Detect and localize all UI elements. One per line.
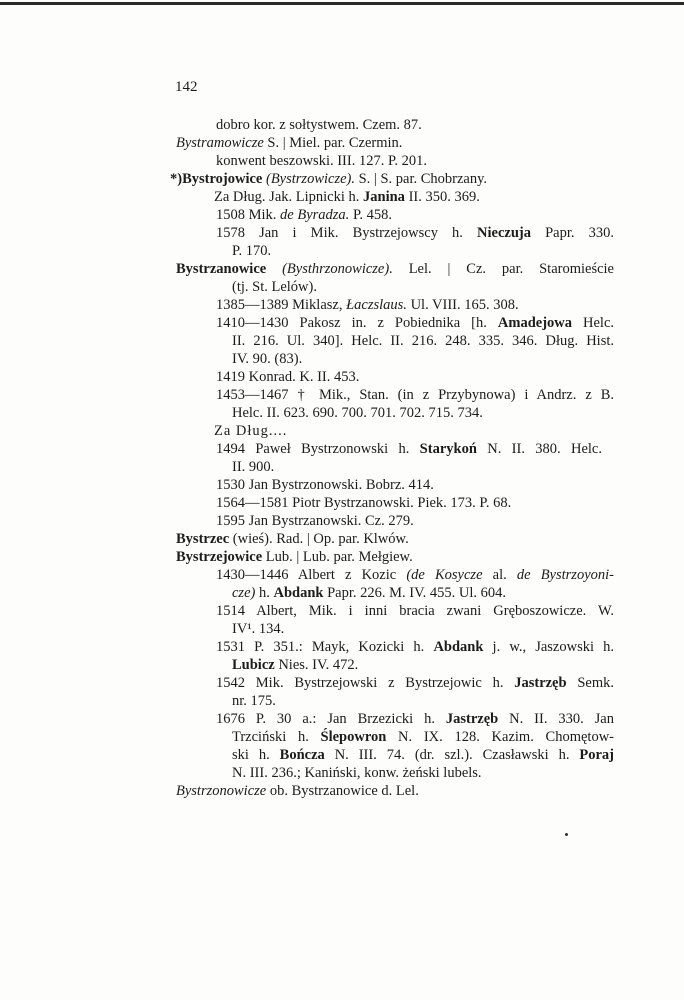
text-line <box>216 206 392 224</box>
bold-term: Amadejowa <box>497 315 572 331</box>
bold-term: Jastrzęb <box>514 675 567 691</box>
text-run: Jak. Lipnicki h. <box>265 189 364 205</box>
italic-term: cze) <box>232 585 256 601</box>
text-run: 1514 Albert, Mik. i inni bracia zwani Gręboszowicze. W. <box>216 603 614 619</box>
text-run: Nies. IV. 472. <box>274 657 359 673</box>
text-run <box>266 261 282 277</box>
text-line <box>232 764 482 782</box>
text-run: N. III. 74. (dr. szl.). Czasławski h. <box>324 747 580 763</box>
text-run: N. IX. 128. Kazim. Chomętow- <box>386 729 614 745</box>
text-run: S. | Miel. par. Czermin. <box>263 135 403 151</box>
text-run: Helc. <box>572 315 614 331</box>
text-run: Semk. <box>566 675 614 691</box>
text-line <box>232 332 614 350</box>
bold-term: *)Bystrojowice <box>170 171 263 187</box>
italic-term: de Byradza. <box>280 207 350 223</box>
bold-term: Janina <box>363 189 405 205</box>
text-line <box>232 278 317 296</box>
text-run: Ul. VIII. 165. 308. <box>406 297 519 313</box>
text-run: Lel. | Cz. par. Staromieście <box>392 261 614 277</box>
entry-bystrzejowice <box>176 548 413 566</box>
text-run: 1542 Mik. Bystrzejowski z Bystrzejowic h. <box>216 675 515 691</box>
bold-term: Abdank <box>273 585 324 601</box>
text-line <box>216 512 414 530</box>
text-run: nr. 175. <box>232 693 276 709</box>
text-run: Trzciński h. <box>232 729 321 745</box>
text-run: S. | S. par. Chobrzany. <box>354 171 488 187</box>
text-run: h. <box>255 585 274 601</box>
bold-term: Bończa <box>279 747 325 763</box>
bold-term: Poraj <box>579 747 614 763</box>
text-run: 1410—1430 Pakosz in. z Pobiednika [h. <box>216 315 498 331</box>
text-run: Za Dług. <box>214 189 266 205</box>
text-run: II. 350. 369. <box>404 189 480 205</box>
italic-term: Łaczslaus. <box>346 297 407 313</box>
italic-term: de Bystrzoyoni- <box>516 567 614 583</box>
entry-bystrojowice <box>170 170 487 188</box>
text-line <box>232 728 614 746</box>
italic-term: (de Kosycze <box>406 567 483 583</box>
text-line <box>232 620 284 638</box>
text-line <box>214 188 480 206</box>
bold-term: Lubicz <box>232 657 275 673</box>
text-run: ski h. <box>232 747 280 763</box>
text-line <box>216 296 519 314</box>
italic-term: (Bystrzowicze). <box>265 171 355 187</box>
text-run: 1530 Jan Bystrzonowski. Bobrz. 414. <box>216 477 434 493</box>
text-line <box>232 692 276 710</box>
italic-term: (Bysthrzonowicze). <box>282 261 393 277</box>
text-line <box>232 458 274 476</box>
text-run: 1453—1467 † Mik., Stan. (in z Przybynowa) i Andrz. z B. <box>216 387 614 403</box>
text-line <box>216 494 511 512</box>
text-line <box>232 404 483 422</box>
text-run: Papr. 226. M. IV. 455. Ul. 604. <box>323 585 507 601</box>
text-run: Papr. 330. <box>531 225 614 241</box>
text-line <box>216 476 434 494</box>
text-run: ob. Bystrzanowice d. Lel. <box>266 783 419 799</box>
text-run: Helc. II. 623. 690. 700. 701. 702. 715. 734. <box>232 405 483 421</box>
text-line <box>232 584 506 602</box>
text-run: al. <box>482 567 517 583</box>
text-run: 1385—1389 Miklasz, <box>216 297 347 313</box>
text-line <box>216 710 614 728</box>
text-line <box>216 224 614 242</box>
page-number: 142 <box>175 79 198 95</box>
text-line <box>216 440 602 458</box>
text-line <box>216 566 614 584</box>
ink-speck <box>565 833 568 836</box>
text-run: 1595 Jan Bystrzanowski. Cz. 279. <box>216 513 414 529</box>
text-line <box>216 386 614 404</box>
text-line <box>214 422 287 440</box>
text-line <box>216 638 614 656</box>
entry-bystramowicze <box>176 134 402 152</box>
text-run: 1419 Konrad. K. II. 453. <box>216 369 360 385</box>
text-run: j. w., Jaszowski h. <box>483 639 615 655</box>
text-run: N. II. 330. Jan <box>498 711 614 727</box>
text-line <box>232 242 271 260</box>
text-run: 1508 Mik. <box>216 207 281 223</box>
text-run: dobro kor. z sołtystwem. Czem. 87. <box>216 117 422 133</box>
entry-bystrzanowice <box>176 260 614 278</box>
text-line <box>216 368 359 386</box>
italic-term: Bystrzonowicze <box>176 783 267 799</box>
text-line <box>216 314 614 332</box>
italic-term: Bystramowicze <box>176 135 264 151</box>
text-run: 1564—1581 Piotr Bystrzanowski. Piek. 173. P. 68. <box>216 495 512 511</box>
bold-term: Bystrzanowice <box>176 261 267 277</box>
bold-term: Bystrzejowice <box>176 549 263 565</box>
text-run: Lub. | Lub. par. Mełgiew. <box>262 549 413 565</box>
page-top-rule <box>0 2 684 5</box>
bold-term: Starykoń <box>419 441 477 457</box>
text-run: 1494 Paweł Bystrzonowski h. <box>216 441 420 457</box>
text-run: 1578 Jan i Mik. Bystrzejowscy h. <box>216 225 478 241</box>
text-run: 1430—1446 Albert z Kozic <box>216 567 407 583</box>
text-run: P. 170. <box>232 243 272 259</box>
bold-term: Ślepowron <box>320 729 387 745</box>
text-run: 1531 P. 351.: Mayk, Kozicki h. <box>216 639 434 655</box>
text-run: IV¹. 134. <box>232 621 285 637</box>
text-run: 1676 P. 30 a.: Jan Brzezicki h. <box>216 711 446 727</box>
text-run: (wieś). Rad. | Op. par. Klwów. <box>229 531 409 547</box>
text-run: P. 458. <box>349 207 393 223</box>
bold-term: Abdank <box>433 639 484 655</box>
text-line <box>216 674 614 692</box>
text-run: II. 900. <box>232 459 275 475</box>
text-line <box>232 350 302 368</box>
entry-bystrzonowicze <box>176 782 419 800</box>
text-run: N. II. 380. Helc. <box>476 441 602 457</box>
text-line <box>216 152 427 170</box>
text-run: konwent beszowski. III. 127. P. 201. <box>216 153 428 169</box>
text-run: II. 216. Ul. 340]. Helc. II. 216. 248. 335. 346. Dług. Hist. <box>232 333 614 349</box>
text-line <box>232 656 358 674</box>
bold-term: Bystrzec <box>176 531 230 547</box>
bold-term: Jastrzęb <box>445 711 499 727</box>
text-run: IV. 90. (83). <box>232 351 303 367</box>
text-line <box>232 746 614 764</box>
text-run: Za Dług.... <box>214 423 288 439</box>
text-line <box>216 116 422 134</box>
bold-term: Nieczuja <box>477 225 531 241</box>
text-run: (tj. St. Lelów). <box>232 279 317 295</box>
text-line <box>216 602 614 620</box>
entry-bystrzec <box>176 530 409 548</box>
text-run: N. III. 236.; Kaniński, konw. żeński lubels. <box>232 765 482 781</box>
